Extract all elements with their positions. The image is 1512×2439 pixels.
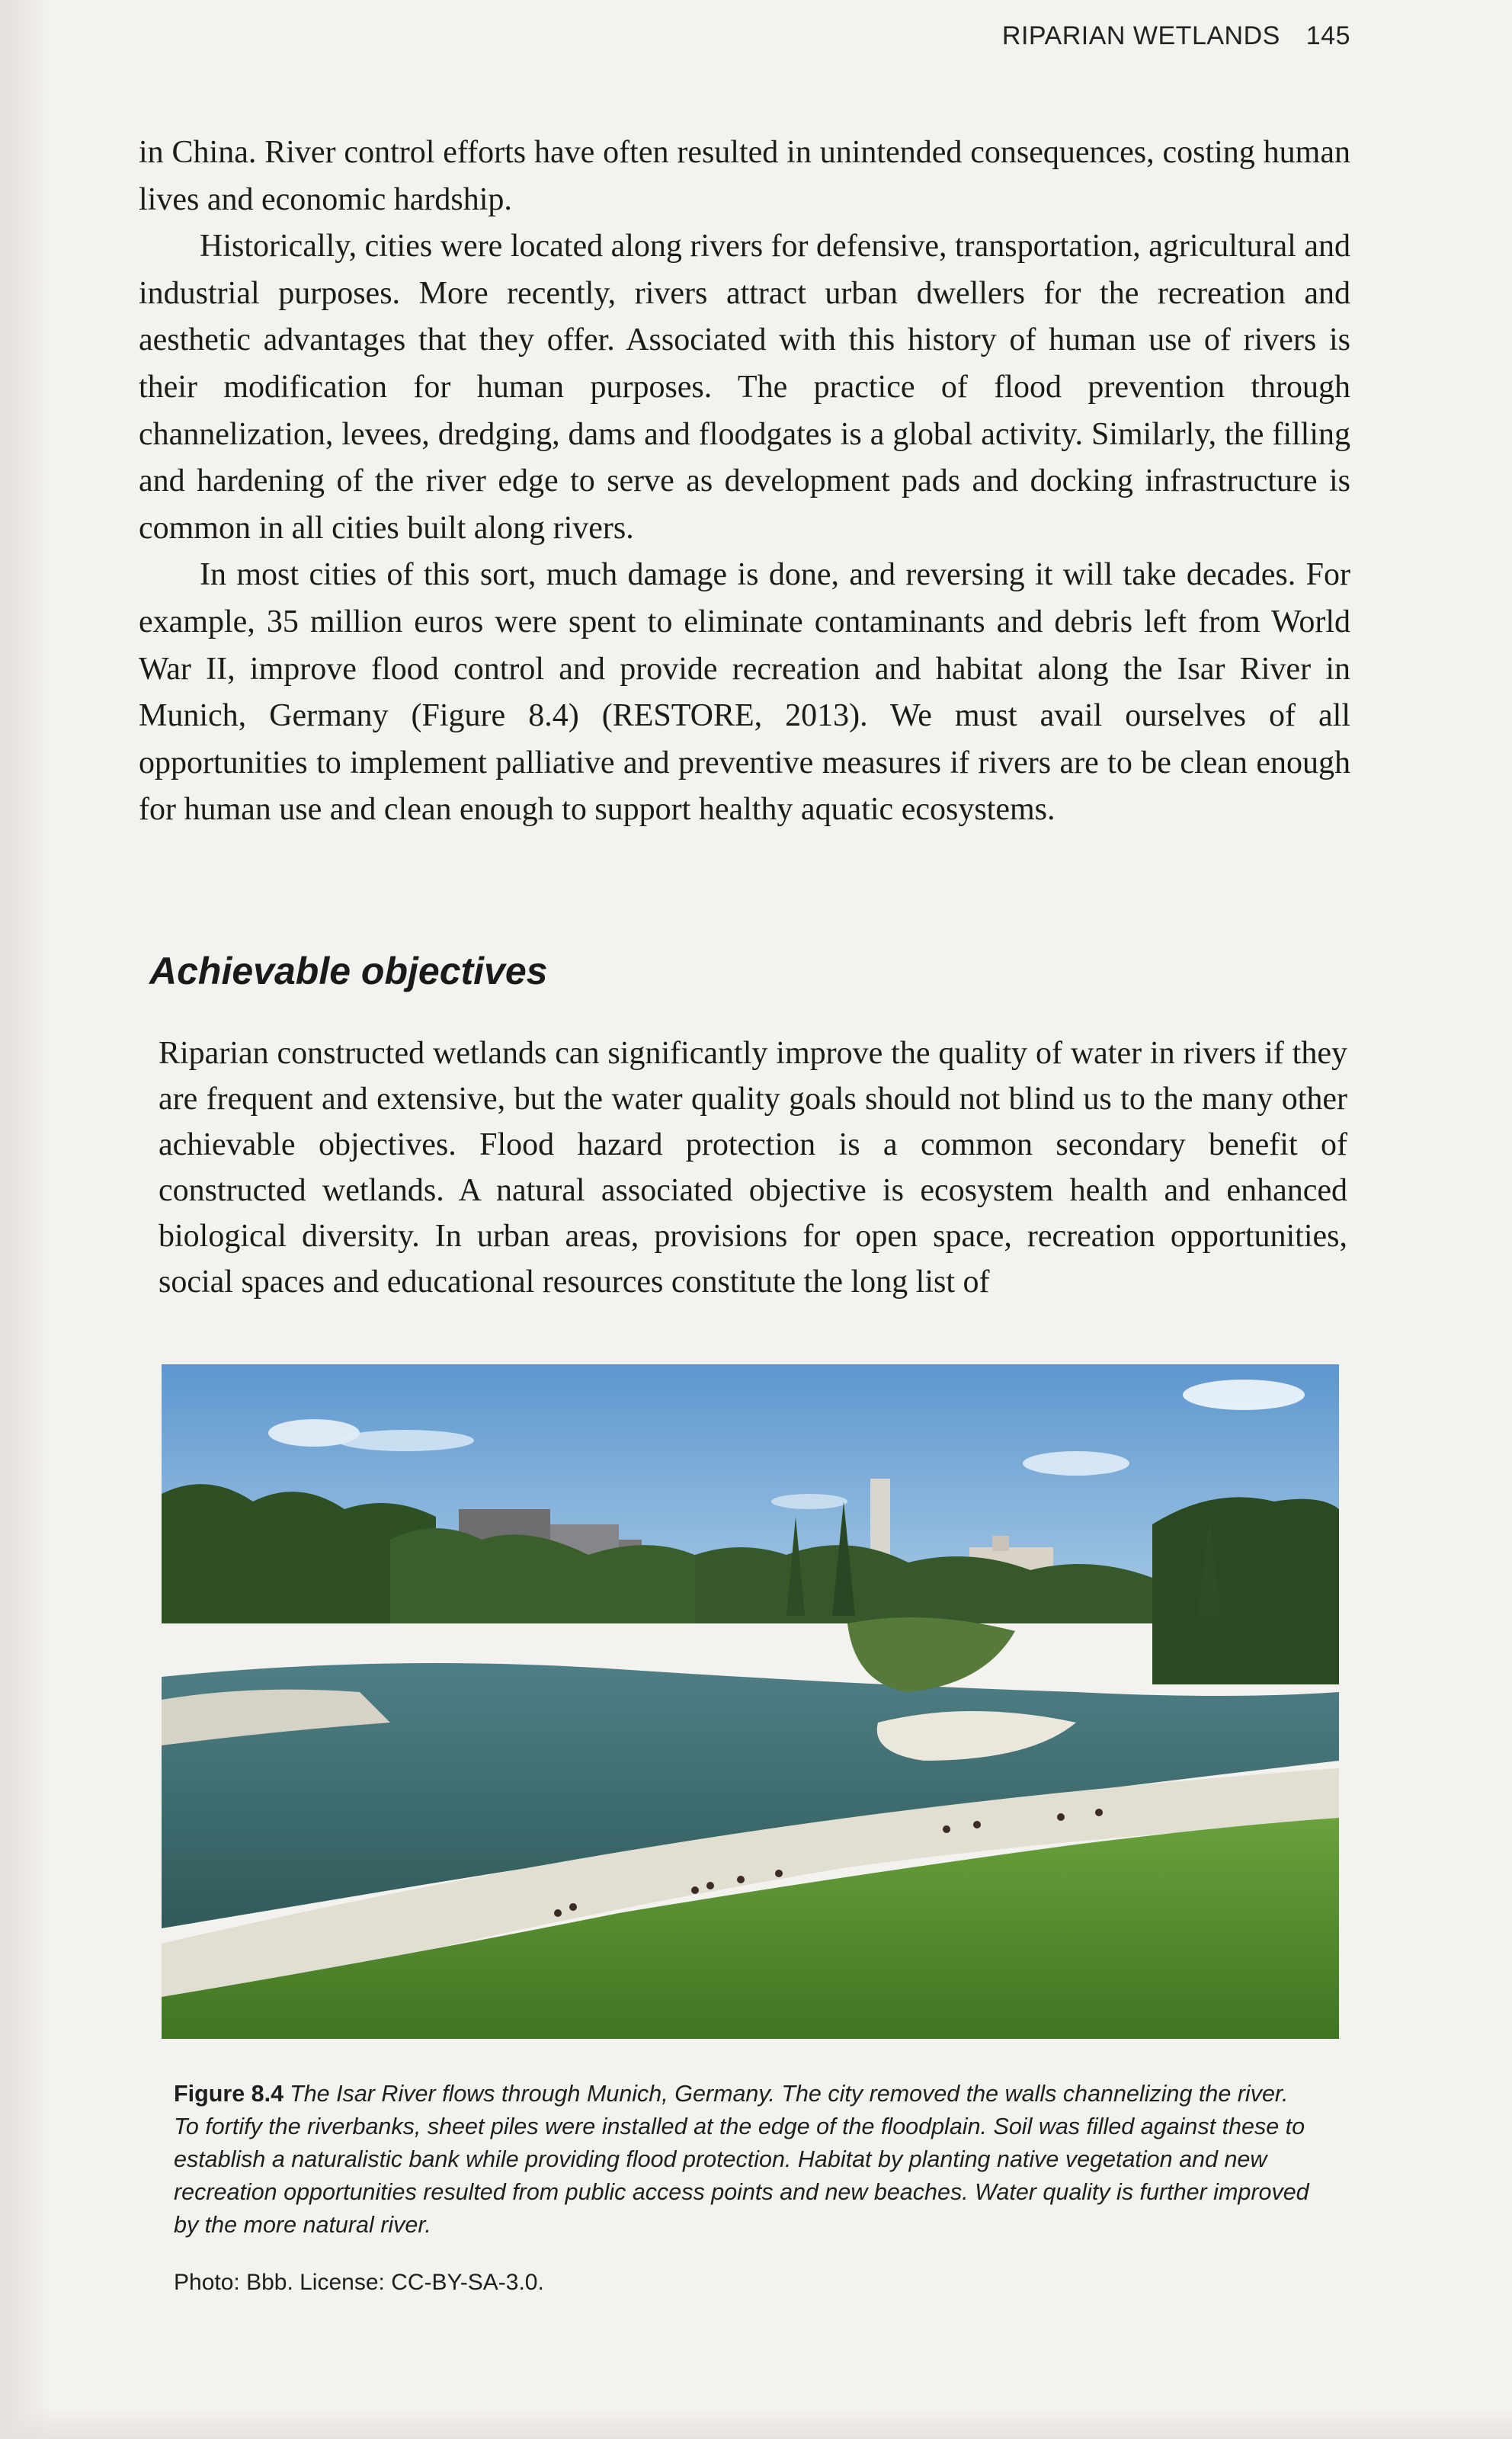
paragraph-damage: In most cities of this sort, much damage is done, and reversing it will take decades. For example, 35 million euros were spent to eliminate contaminants and debris left from World War II, improve flood control and provide recreation and habitat along the Isar River in Munich, Germany (Figure 8.4) (RESTORE, 2013). We must avail ourselves of all opportunities to implement palliative and preventive measures if rivers are to be clean enough for human use and clean enough to support healthy aquatic ecosystems. [139,557,1350,828]
running-head-title: RIPARIAN WETLANDS [1001,21,1280,50]
objectives-text-block [159,1030,1347,1305]
running-head [1002,21,1350,51]
paragraph-continuation: in China. River control efforts have often resulted in unintended consequences, costing human lives and economic hardship. [139,135,1350,217]
photo-credit: Photo: Bbb. License: CC-BY-SA-3.0. [174,2270,544,2295]
figure-caption [174,2078,1317,2242]
river-photo-illustration [162,1364,1339,2039]
page-number: 145 [1305,21,1350,50]
page-gutter-shadow [0,0,53,2439]
figure-caption-text: The Isar River flows through Munich, Germany. The city removed the walls channelizing the river. To fortify the riverbanks, sheet piles were installed at the edge of the floodplain. Soil was filled against these to establish a naturalistic bank while providing flood protection. Habitat by planting native vegetation and new recreation opportunities resulted from public access points and new beaches. Water quality is further improved by the more natural river. [174,2081,1309,2238]
page-bottom-shadow [0,2409,1512,2439]
paragraph-objectives: Riparian constructed wetlands can significantly improve the quality of water in rivers if they are frequent and extensive, but the water quality goals should not blind us to the many other achievable objectives. Flood hazard protection is a common secondary benefit of constructed wetlands. A natural associated objective is ecosystem health and enhanced biological diversity. In urban areas, provisions for open space, recreation opportunities, social spaces and educational resources constitute the long list of [159,1036,1347,1300]
figure-label: Figure 8.4 [174,2081,284,2107]
figure-photo-isar-river [162,1364,1339,2039]
body-text-block [139,130,1350,834]
paragraph-history: Historically, cities were located along rivers for defensive, transportation, agricultural and industrial purposes. More recently, rivers attract urban dwellers for the recreation and aesthetic advantages that they offer. Associated with this history of human use of rivers is their modification for human purposes. The practice of flood prevention through channelization, levees, dredging, dams and floodgates is a global activity. Similarly, the filling and hardening of the river edge to serve as development pads and docking infrastructure is common in all cities built along rivers. [139,229,1350,546]
section-heading: Achievable objectives [149,950,548,992]
